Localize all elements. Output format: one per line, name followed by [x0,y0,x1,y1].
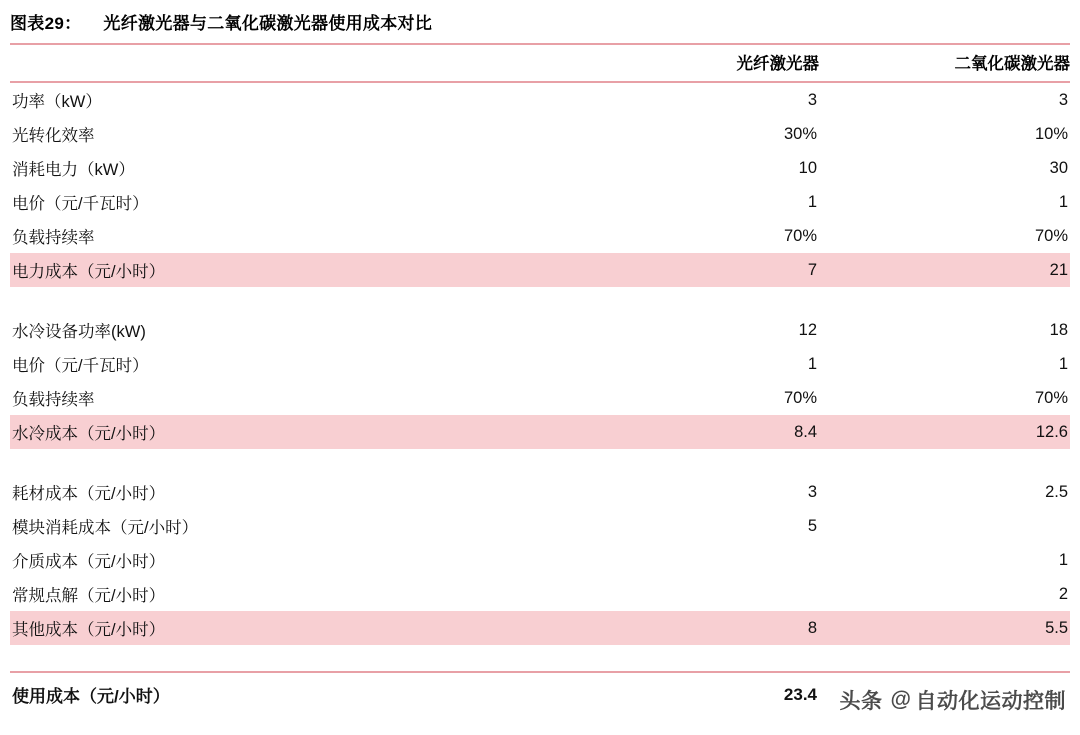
cell-fiber-value: 3 [807,482,817,501]
table-row [10,509,1070,543]
table-row [10,577,1070,611]
table-row [10,117,1070,151]
total-label: 使用成本（元/小时） [10,672,568,716]
table-row [10,415,1070,449]
spacer-cell [10,449,1070,475]
row-label: 电价（元/千瓦时） [12,357,149,375]
row-label: 耗材成本（元/小时） [12,485,166,503]
cell-fiber-value: 8.4 [568,415,819,449]
row-label: 消耗电力（kW） [12,161,135,179]
column-header-fiber: 光纤激光器 [568,44,819,82]
row-label: 功率（kW） [12,93,102,111]
row-label: 介质成本（元/小时） [12,553,166,571]
cell-co2-value: 3 [1058,90,1068,109]
cell-fiber-value [568,543,819,577]
spacer-cell [10,645,1070,672]
cost-comparison-table [10,43,1070,716]
row-label: 电力成本（元/小时） [10,253,568,287]
watermark [840,685,1066,715]
table-row [10,347,1070,381]
cell-co2-value: 1 [1058,192,1068,211]
total-fiber-value: 23.4 [568,672,819,716]
table-row [10,219,1070,253]
cell-fiber-value: 7 [568,253,819,287]
row-label: 电价（元/千瓦时） [12,195,149,213]
cell-co2-value: 10% [1034,124,1068,143]
cell-co2-value: 30 [1049,158,1068,177]
column-header-co2: 二氧化碳激光器 [819,44,1070,82]
table-spacer-row [10,449,1070,475]
row-label: 水冷成本（元/小时） [10,415,568,449]
row-label: 常规点解（元/小时） [12,587,166,605]
table-header-row [10,44,1070,82]
cell-fiber-value: 12 [798,320,817,339]
table-spacer-row [10,287,1070,313]
table-row [10,313,1070,347]
column-header-item [10,44,568,82]
table-row [10,253,1070,287]
cell-fiber-value: 70% [783,388,817,407]
row-label: 负载持续率 [12,391,95,409]
cell-co2-value [819,509,1070,543]
row-label: 负载持续率 [12,229,95,247]
table-row [10,82,1070,117]
cell-fiber-value [568,577,819,611]
cell-co2-value: 2.5 [1045,482,1068,501]
exhibit-title-text: 光纤激光器与二氧化碳激光器使用成本对比 [103,14,433,33]
table-header [10,44,1070,82]
cell-co2-value: 70% [1034,226,1068,245]
row-label: 其他成本（元/小时） [10,611,568,645]
exhibit-label: 图表29： [10,14,82,33]
table-body [10,82,1070,716]
table-row [10,151,1070,185]
cell-fiber-value: 1 [807,354,817,373]
cell-co2-value: 1 [1058,354,1068,373]
spacer-cell [10,287,1070,313]
cell-fiber-value: 10 [798,158,817,177]
page-title [10,0,1070,43]
cell-co2-value: 21 [819,253,1070,287]
cell-fiber-value: 8 [568,611,819,645]
table-row [10,475,1070,509]
cell-fiber-value: 5 [807,516,817,535]
row-label: 模块消耗成本（元/小时） [12,519,199,537]
cell-fiber-value: 70% [783,226,817,245]
watermark-separator: @ [890,688,912,711]
table-row [10,185,1070,219]
cell-fiber-value: 1 [807,192,817,211]
table-row [10,543,1070,577]
cell-fiber-value: 3 [807,90,817,109]
cell-fiber-value: 30% [783,124,817,143]
cell-co2-value: 2 [1058,584,1068,603]
cell-co2-value: 70% [1034,388,1068,407]
table-row [10,381,1070,415]
watermark-platform: 头条 [839,690,883,713]
row-label: 光转化效率 [12,127,95,145]
table-spacer-row [10,645,1070,672]
row-label: 水冷设备功率(kW) [12,323,146,341]
cell-co2-value: 5.5 [819,611,1070,645]
cell-co2-value: 1 [1058,550,1068,569]
watermark-account: 自动化运动控制 [915,690,1066,713]
cell-co2-value: 18 [1049,320,1068,339]
table-row [10,611,1070,645]
cell-co2-value: 12.6 [819,415,1070,449]
